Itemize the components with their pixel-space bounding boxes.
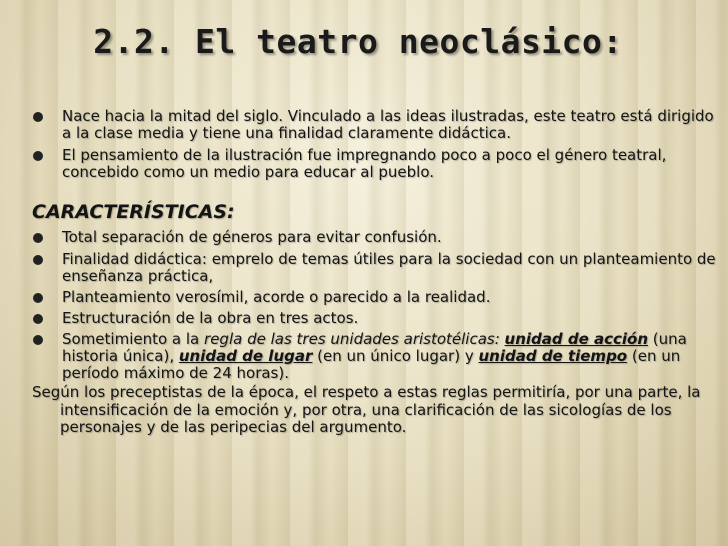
bullet-icon [33,293,43,303]
bullet-icon [33,335,43,345]
intro-list [36,108,720,181]
unity-time: unidad de tiempo [478,347,628,365]
list-item: Nace hacia la mitad del siglo. Vinculado a las ideas ilustradas, este teatro está dirigido a la clase media y tiene una finalidad claramente didáctica. [36,108,720,142]
list-item: Total separación de géneros para evitar confusión. [36,229,720,246]
list-item: Planteamiento verosímil, acorde o parecido a la realidad. [36,289,720,306]
closing-paragraph: Según los preceptistas de la época, el respeto a estas reglas permitiría, por una parte, la intensificación de la emoción y, por otra, una clarificación de las sicologías de los personajes y de las peripecias del argumento. [32,383,701,436]
list-item-unities: Sometimiento a la regla de las tres unidades aristotélicas: unidad de acción (una historia única), unidad de lugar (en un único lugar) y unidad de tiempo (en un período máximo de 24 horas). [36,331,720,382]
list-item: Finalidad didáctica: emprelo de temas útiles para la sociedad con un planteamiento de enseñanza práctica, [36,251,720,285]
slide-title [0,22,728,61]
bullet-icon [33,151,43,161]
bullet-icon [33,255,43,265]
bullet-icon [33,314,43,324]
list-item: Estructuración de la obra en tres actos. [36,310,720,327]
bullet-icon [33,112,43,122]
slide-title-text: 2.2. El teatro neoclásico: [93,22,623,61]
bullet-icon [33,233,43,243]
unity-place: unidad de lugar [178,347,313,365]
slide-content [32,107,720,437]
unity-action: unidad de acción [504,330,649,348]
rule-text: regla de las tres unidades aristotélicas: [204,330,505,348]
section-heading: CARACTERÍSTICAS: [32,201,235,223]
list-item: El pensamiento de la ilustración fue impregnando poco a poco el género teatral, concebido como un medio para educar al pueblo. [36,147,720,181]
features-list [36,229,720,382]
